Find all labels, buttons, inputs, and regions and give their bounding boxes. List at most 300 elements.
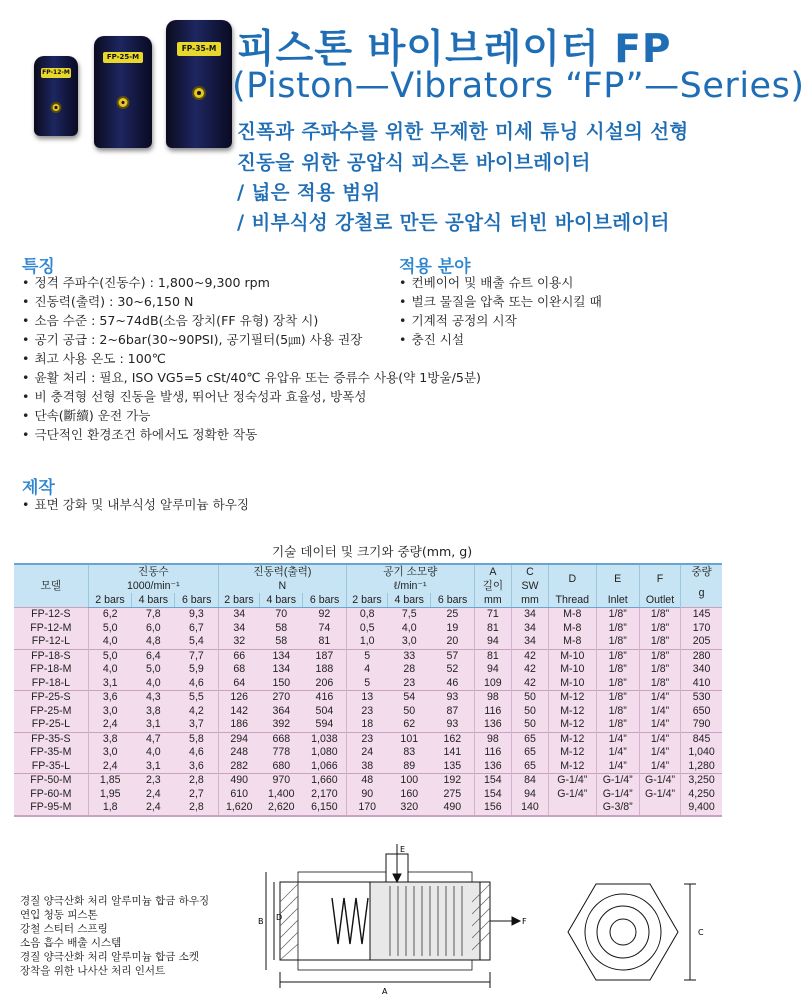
table-cell: 778 [260,746,303,760]
table-cell: 1/4” [596,732,639,746]
table-cell: 81 [474,622,511,636]
table-cell: 3,7 [175,718,218,732]
table-cell: 340 [681,663,722,677]
table-cell: 2,7 [175,788,218,802]
technical-drawing [250,842,730,1000]
table-cell: 2,8 [175,774,218,788]
table-cell: 58 [260,635,303,649]
table-cell: M-12 [549,746,596,760]
tagline: 진폭과 주파수를 위한 무제한 미세 튜닝 시설의 선형 [237,120,689,143]
table-cell: 0,5 [346,622,387,636]
table-cell: 7,7 [175,649,218,663]
table-cell: 2,4 [132,788,175,802]
product-photos [28,20,233,150]
list-item: • 최고 사용 온도 : 100℃ [22,349,481,368]
table-cell: 4,6 [175,677,218,691]
table-cell: 3,0 [88,746,131,760]
table-cell: 1,85 [88,774,131,788]
table-cell: 93 [431,718,474,732]
product-label: FP-35-M [177,42,222,56]
table-cell: 6,0 [132,622,175,636]
table-cell: 270 [260,691,303,705]
table-cell: 186 [218,718,259,732]
table-cell: 65 [511,746,548,760]
table-cell: 5,0 [88,649,131,663]
table-cell: 1,280 [681,760,722,774]
table-cell: 490 [218,774,259,788]
table-cell: 845 [681,732,722,746]
table-cell: 1/8” [596,663,639,677]
table-cell: 90 [346,788,387,802]
table-cell: 24 [346,746,387,760]
table-cell: 364 [260,705,303,719]
table-cell-model: FP-50-M [14,774,88,788]
table-row [14,732,722,746]
table-cell: 1,0 [346,635,387,649]
table-cell: 156 [474,801,511,816]
header-f-sub: Outlet [639,593,680,608]
table-cell: 410 [681,677,722,691]
table-cell: 490 [431,801,474,816]
table-cell: 3,6 [175,760,218,774]
table-cell: 50 [511,705,548,719]
table-cell: 94 [474,635,511,649]
table-cell: 3,1 [132,718,175,732]
table-cell: 126 [218,691,259,705]
air-inlet-icon [117,96,130,109]
dim-label-e: E [400,845,406,854]
table-cell: 680 [260,760,303,774]
table-cell: 1/8” [596,635,639,649]
table-cell: 140 [511,801,548,816]
table-row [14,705,722,719]
product-photo-fp25 [94,36,152,148]
legend-item: 경질 양극산화 처리 알루미늄 합금 하우징 [20,895,210,907]
table-cell-model: FP-12-S [14,608,88,622]
table-cell: 2,4 [88,718,131,732]
list-item: • 기계적 공정의 시작 [399,311,602,330]
table-cell: 187 [303,649,346,663]
table-cell [549,801,596,816]
legend-item: 연입 청동 피스톤 [20,909,98,921]
dim-label-c: C [698,928,704,937]
table-cell: 280 [681,649,722,663]
table-cell: 9,3 [175,608,218,622]
header-d-sub: Thread [549,593,596,608]
table-cell: 135 [431,760,474,774]
table-cell: 98 [474,691,511,705]
header-freq: 진동수 [88,564,218,579]
table-cell: M-8 [549,608,596,622]
table-cell: 13 [346,691,387,705]
table-cell: 170 [346,801,387,816]
table-cell: 1/8” [639,608,680,622]
header-a-unit: mm [474,593,511,608]
table-cell: 50 [388,705,431,719]
header-bar: 6 bars [303,593,346,608]
table-cell: 1/8” [639,663,680,677]
table-cell: 3,8 [132,705,175,719]
table-cell: 1/8” [596,622,639,636]
table-row [14,788,722,802]
table-cell: 5,8 [175,732,218,746]
table-cell: 4,3 [132,691,175,705]
table-cell: 83 [388,746,431,760]
table-cell: 66 [218,649,259,663]
table-cell-model: FP-35-L [14,760,88,774]
header-force-unit: N [218,579,346,593]
table-cell-model: FP-18-L [14,677,88,691]
table-cell: 6,150 [303,801,346,816]
header-weight: 중량 [681,564,722,579]
table-cell: 58 [260,622,303,636]
table-cell: 23 [346,705,387,719]
table-cell: 81 [474,649,511,663]
table-cell: 28 [388,663,431,677]
table-cell-model: FP-25-M [14,705,88,719]
table-row [14,663,722,677]
table-cell: 3,6 [88,691,131,705]
header-c: C [511,564,548,579]
table-cell: 170 [681,622,722,636]
table-cell: 2,4 [88,760,131,774]
header-model: 모델 [14,564,88,608]
applications-heading: 적용 분야 [399,257,471,277]
product-label: FP-12-M [42,69,70,76]
table-cell: 33 [388,649,431,663]
table-cell: 134 [260,649,303,663]
list-item: • 표면 강화 및 내부식성 알루미늄 하우징 [22,495,249,514]
table-cell-model: FP-12-L [14,635,88,649]
dim-label-b: B [258,917,264,926]
table-cell: 23 [388,677,431,691]
table-cell: 136 [474,718,511,732]
table-cell: 4,250 [681,788,722,802]
table-row [14,746,722,760]
table-cell: 160 [388,788,431,802]
manufacturing-heading: 제작 [22,478,55,498]
table-row [14,649,722,663]
table-cell: 154 [474,788,511,802]
table-cell: 1,040 [681,746,722,760]
table-cell: 2,8 [175,801,218,816]
list-item: • 컨베이어 및 배출 슈트 이용시 [399,273,602,292]
table-cell: 1/8” [596,691,639,705]
header-c-unit: mm [511,593,548,608]
table-cell: 1,620 [218,801,259,816]
table-cell: 42 [511,677,548,691]
table-cell: 0,8 [346,608,387,622]
product-photo-fp12 [34,56,78,136]
table-cell-model: FP-60-M [14,788,88,802]
table-cell: 34 [218,608,259,622]
header-bar: 6 bars [431,593,474,608]
table-cell: 594 [303,718,346,732]
header-e-sub: Inlet [596,593,639,608]
table-cell: 136 [474,760,511,774]
legend-item: 강철 스티터 스프링 [20,923,108,935]
table-cell: M-10 [549,663,596,677]
page-title: 피스톤 바이브레이터 FP [237,27,672,72]
table-cell: 4,0 [132,746,175,760]
table-cell: 54 [388,691,431,705]
table-cell: G-1/4” [549,788,596,802]
page-subtitle: (Piston—Vibrators “FP”—Series) [232,66,804,106]
table-cell: M-10 [549,677,596,691]
table-cell: G-1/4” [596,788,639,802]
list-item: • 정격 주파수(진동수) : 1,800~9,300 rpm [22,273,481,292]
table-row [14,635,722,649]
legend-item: 경질 양극산화 처리 알루미늄 합금 소켓 [20,951,199,963]
table-cell: 81 [303,635,346,649]
table-row [14,691,722,705]
table-cell: 790 [681,718,722,732]
table-cell: 1/8” [596,608,639,622]
table-cell: 116 [474,705,511,719]
table-cell: 668 [260,732,303,746]
table-cell: 530 [681,691,722,705]
list-item: • 비 충격형 선형 진동을 발생, 뛰어난 정숙성과 효율성, 방폭성 [22,387,481,406]
table-cell: 205 [681,635,722,649]
list-item: • 단속(斷續) 운전 가능 [22,406,481,425]
table-cell: 141 [431,746,474,760]
table-cell: 188 [303,663,346,677]
table-cell: 1,660 [303,774,346,788]
table-cell: 34 [511,608,548,622]
header-e: E [596,564,639,593]
table-cell: G-1/4” [639,788,680,802]
table-cell: 46 [431,677,474,691]
table-cell: 4,6 [175,746,218,760]
table-cell: 610 [218,788,259,802]
tagline: / 넓은 적용 범위 [237,181,381,204]
legend-item: 소음 흡수 배출 시스템 [20,937,122,949]
table-cell: 4,0 [388,622,431,636]
legend-item: 장착을 위한 나사산 처리 인서트 [20,965,166,977]
list-item: • 진동력(출력) : 30~6,150 N [22,292,481,311]
table-cell: 64 [218,677,259,691]
table-cell: 42 [511,663,548,677]
table-row [14,608,722,622]
table-cell: 20 [431,635,474,649]
table-cell-model: FP-18-S [14,649,88,663]
table-cell: 94 [511,788,548,802]
table-cell: 1,038 [303,732,346,746]
table-cell: 416 [303,691,346,705]
table-cell: 52 [431,663,474,677]
table-cell: M-12 [549,691,596,705]
table-cell: 50 [511,718,548,732]
table-cell: 1/8” [639,649,680,663]
table-cell: 1/8” [639,622,680,636]
header-bar: 4 bars [388,593,431,608]
table-cell: 23 [346,732,387,746]
table-cell: 9,400 [681,801,722,816]
header-bar: 2 bars [218,593,259,608]
table-cell: 3,1 [132,760,175,774]
table-cell: 392 [260,718,303,732]
table-cell: 2,3 [132,774,175,788]
table-cell: 2,170 [303,788,346,802]
table-cell: 74 [303,622,346,636]
table-cell: 1/4” [639,732,680,746]
table-cell: 4,0 [132,677,175,691]
table-cell: 32 [218,635,259,649]
table-cell [639,801,680,816]
table-cell: M-12 [549,705,596,719]
table-cell: 19 [431,622,474,636]
spec-table [14,563,722,817]
table-cell: 162 [431,732,474,746]
table-cell: 504 [303,705,346,719]
table-cell: 92 [303,608,346,622]
table-cell: 294 [218,732,259,746]
list-item: • 벌크 물질을 압축 또는 이완시킬 때 [399,292,602,311]
table-cell: 3,1 [88,677,131,691]
table-cell: 282 [218,760,259,774]
table-row [14,718,722,732]
list-item: • 소음 수준 : 57~74dB(소음 장치(FF 유형) 장착 시) [22,311,481,330]
header-bar: 2 bars [346,593,387,608]
table-cell: 1/8” [596,649,639,663]
table-cell: 34 [218,622,259,636]
table-cell: 1/4” [596,746,639,760]
dim-label-a: A [382,987,388,996]
table-cell: 71 [474,608,511,622]
table-cell: 134 [260,663,303,677]
tagline: 진동을 위한 공압식 피스톤 바이브레이터 [237,151,591,174]
table-cell: 89 [388,760,431,774]
header-weight-unit: g [681,579,722,608]
table-cell: 34 [511,635,548,649]
table-cell: 6,4 [132,649,175,663]
list-item: • 윤활 처리 : 필요, ISO VG5=5 cSt/40℃ 유압유 또는 증류수 사용(약 1방울/5분) [22,368,481,387]
table-cell: 5 [346,677,387,691]
product-photo-fp35 [166,20,232,148]
manufacturing-list [22,495,249,514]
table-cell: 275 [431,788,474,802]
table-cell: 4,7 [132,732,175,746]
table-cell-model: FP-35-M [14,746,88,760]
header-a: A [474,564,511,579]
header-bar: 4 bars [132,593,175,608]
table-cell: 1/4” [639,705,680,719]
applications-list [399,273,602,349]
table-cell: 109 [474,677,511,691]
header-a-sub: 길이 [474,579,511,593]
table-cell-model: FP-25-L [14,718,88,732]
table-cell: 248 [218,746,259,760]
table-cell: 4,2 [175,705,218,719]
table-cell: 5,9 [175,663,218,677]
table-cell: 6,2 [88,608,131,622]
table-cell: G-3/8” [596,801,639,816]
table-cell: 3,0 [388,635,431,649]
table-cell: 154 [474,774,511,788]
table-cell: 1/8” [596,677,639,691]
table-cell: 5,0 [88,622,131,636]
table-cell: 3,0 [88,705,131,719]
table-row [14,801,722,816]
table-cell: 1/4” [596,760,639,774]
table-row [14,677,722,691]
table-cell: 116 [474,746,511,760]
table-cell: 5,5 [175,691,218,705]
table-cell: 1,080 [303,746,346,760]
table-cell: M-12 [549,732,596,746]
table-cell: 1/8” [596,705,639,719]
dim-label-d: D [276,913,283,922]
table-cell-model: FP-18-M [14,663,88,677]
table-cell: 42 [511,649,548,663]
table-cell: 1/4” [639,718,680,732]
header-bar: 6 bars [175,593,218,608]
table-cell: 101 [388,732,431,746]
header-bar: 4 bars [260,593,303,608]
dim-label-f: F [522,917,527,926]
header-air-unit: ℓ/min⁻¹ [346,579,474,593]
table-cell: 57 [431,649,474,663]
tagline: / 비부식성 강철로 만든 공압식 터빈 바이브레이터 [237,211,670,234]
table-cell: 320 [388,801,431,816]
list-item: • 공기 공급 : 2~6bar(30~90PSI), 공기필터(5㎛) 사용 권장 [22,330,481,349]
header-c-sub: SW [511,579,548,593]
table-cell-model: FP-25-S [14,691,88,705]
spec-table-body [14,608,722,816]
table-cell: M-8 [549,635,596,649]
table-cell: M-8 [549,622,596,636]
cross-section-view [266,844,520,988]
table-cell: 65 [511,760,548,774]
end-view [568,884,696,980]
table-cell: 38 [346,760,387,774]
air-inlet-icon [192,86,206,100]
table-cell: 1/4” [639,691,680,705]
air-inlet-icon [51,102,62,113]
table-cell: 68 [218,663,259,677]
table-cell: G-1/4” [596,774,639,788]
table-cell: 1/8” [596,718,639,732]
table-row [14,760,722,774]
table-cell: M-12 [549,760,596,774]
table-cell: 1,8 [88,801,131,816]
product-label: FP-25-M [103,52,142,63]
table-cell: 84 [511,774,548,788]
table-cell: M-10 [549,649,596,663]
table-cell: 970 [260,774,303,788]
table-cell: 150 [260,677,303,691]
table-cell: 93 [431,691,474,705]
table-cell: 650 [681,705,722,719]
table-cell: 7,8 [132,608,175,622]
header-f: F [639,564,680,593]
table-cell-model: FP-12-M [14,622,88,636]
table-row [14,774,722,788]
list-item: • 충진 시설 [399,330,602,349]
table-cell: 5,0 [132,663,175,677]
features-heading: 특징 [22,257,55,277]
header-freq-unit: 1000/min⁻¹ [88,579,218,593]
table-cell: 94 [474,663,511,677]
table-cell: 2,620 [260,801,303,816]
table-cell: 5 [346,649,387,663]
table-cell-model: FP-95-M [14,801,88,816]
header-force: 진동력(출력) [218,564,346,579]
table-cell: 206 [303,677,346,691]
table-cell: 1/8” [639,677,680,691]
table-cell: 62 [388,718,431,732]
table-row [14,622,722,636]
